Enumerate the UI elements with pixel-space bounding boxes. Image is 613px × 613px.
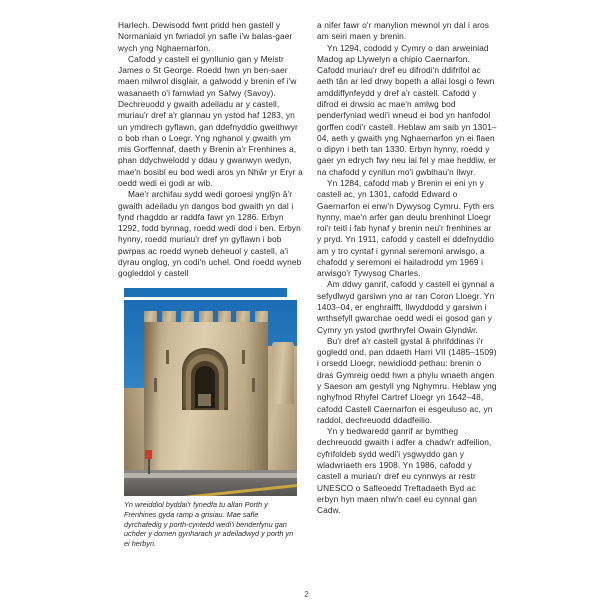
merlon: [218, 311, 231, 322]
figure-caption: Yn wreiddiol byddai'r fynedfa tu allan Porth y Frenhines gyda ramp a grisiau. Mae safle dyrchafedig y porth-cyntedd wedi'i benderfynu gan uchder y domen gynharach yr adeiladwyd y porth yn ei herbyn.: [124, 500, 294, 548]
paragraph: Bu'r dref a'r castell gystal â phrifddinas i'r gogledd ond, pan ddaeth Harri VII (1485–1509) i orsedd Lloegr, newidiodd pethau: brenin o dras Gymreig oedd hwn a phylu wnaeth angen y Saeson am gestyll yng Nghymru. Heblaw yng nghyfnod Rhyfel Cartref Lloegr yn 1642–48, cafodd Castell Caernarfon ei esgeuluso ac, yn raddol, dechreuodd ddadfeilio.: [317, 335, 497, 425]
merlon: [199, 311, 212, 322]
gate-passage-backlight: [198, 394, 211, 406]
two-column-text-body: [118, 20, 498, 575]
paragraph: Cafodd y castell ei gynllunio gan y Meistr James o St George. Roedd hwn yn ben-saer maen milwrol disglair, a galwodd y brenin ef i'w wasanaeth o'i famwlad yn Safwy (Savoy). Dechreuodd y gwaith adeiladu ar y castell, muriau'r dref a'r glannau yn ystod haf 1283, yn un ymdrech gyflawn, gan ddefnyddio gweithwyr o bob rhan o Loegr. Yng nghanol y gwaith ym mis Gorffennaf, daeth y Brenin a'r Frenhines a, phan ddychwelodd y ddau y gwanwyn wedyn, mae'n bosibl eu bod wedi aros yn Nhŵr yr Eryr a oedd wedi ei godi ar wib.: [118, 53, 303, 188]
paragraph: Yn 1294, cododd y Cymry o dan arweiniad Madog ap Llywelyn a chipio Caernarfon. Cafodd muriau'r dref eu difrodi'n ddifrifol ac aeth tân ar led drwy bopeth a allai losgi o fewn amddiffynfeydd y dref a'r castell. Cafodd y difrod ei drwsio ac mae'n amlwg bod penderfyniad wedi'i wneud ei bod yn hanfodol gorffen codi'r castell. Heblaw am saib yn 1301–04, aeth y gwaith yng Nghaernarfon yn ei flaen o dipyn i beth tan 1330. Erbyn hynny, roedd y gaer yn edrych fwy neu lai fel y mae heddiw, er na chafodd y cynllun mo'i gwblhau'n llwyr.: [317, 42, 497, 177]
masonry-shadow-right: [246, 322, 268, 474]
paragraph: Harlech. Dewisodd fwnt pridd hen gastell y Normaniaid yn fwriadol yn safle i'w balas-gaer wych yng Nghaernarfon.: [118, 20, 293, 53]
paragraph: a nifer fawr o'r manylion mewnol yn dal i aros am seiri maen y brenin.: [317, 20, 490, 42]
tower-right: [272, 342, 294, 404]
paragraph: Yn 1284, cafodd mab y Brenin ei eni yn y castell ac, yn 1301, cafodd Edward o Gaernarfon ei enw'n Dywysog Cymru. Fyth ers hynny, mae'n arfer gan deulu brenhinol Lloegr roi'r teitl i fab hynaf y brenin neu'r frenhines ar y pryd. Yn 1911, cafodd y castell ei ddefnyddio am y tro cyntaf i gynnal seremoni arwisgo, a chafodd y seremoni ei hailadrodd ym 1969 i arwisgo'r Tywysog Charles.: [317, 177, 495, 279]
figure-accent-rule: [124, 288, 287, 297]
arrow-slit: [154, 378, 157, 392]
merlon: [162, 311, 175, 322]
arrow-slit: [242, 350, 245, 364]
paragraph: Mae'r archifau sydd wedi goroesi ynglŷn â'r gwaith adeiladu yn dangos bod gwaith yn dal i fynd rhagddo ar raddfa fawr yn 1286. Erbyn 1292, fodd bynnag, roedd wedi dod i ben. Erbyn hynny, roedd muriau'r dref yn gyflawn i bob pwrpas ac roedd wyneb deheuol y castell, a'i dyrau onglog, yn codi'n uchel. Ond roedd wyneb gogleddol y castell: [118, 189, 302, 279]
merlon: [144, 311, 157, 322]
signpost-sign: [145, 450, 152, 459]
left-text-column: [118, 20, 303, 575]
merlon: [255, 311, 268, 322]
merlon: [236, 311, 249, 322]
paragraph: Am ddwy ganrif, cafodd y castell ei gynnal a sefydlwyd garsiwn yno ar ran Coron Lloegr. Yn 1403–04, er enghraifft, llwyddodd y garsiwn i wrthsefyll gwarchae oedd wedi ei gosod gan y Cymry yn ystod gwrthryfel Owain Glyndŵr.: [317, 279, 495, 335]
arrow-slit: [166, 350, 169, 364]
photo-caernarfon-queens-gate: [124, 300, 297, 496]
right-text-column: [317, 20, 498, 575]
paragraph: Yn y bedwaredd ganrif ar bymtheg dechreuodd gwaith i adfer a chadw'r adfeilion, cyfrifoldeb sydd wedi'i ysgwyddo gan y wladwriaeth ers 1908. Yn 1986, cafodd y castell a muriau'r dref eu cynnwys ar restr UNESCO o Safleoedd Treftadaeth Byd ac erbyn hyn maen nhw'n cael eu cynnal gan Cadw.: [317, 426, 492, 516]
merlon: [181, 311, 194, 322]
figure-castle-gatehouse: [118, 288, 303, 548]
arrow-slit: [252, 378, 255, 392]
battlements: [144, 311, 268, 322]
page-number: 2: [304, 590, 309, 599]
